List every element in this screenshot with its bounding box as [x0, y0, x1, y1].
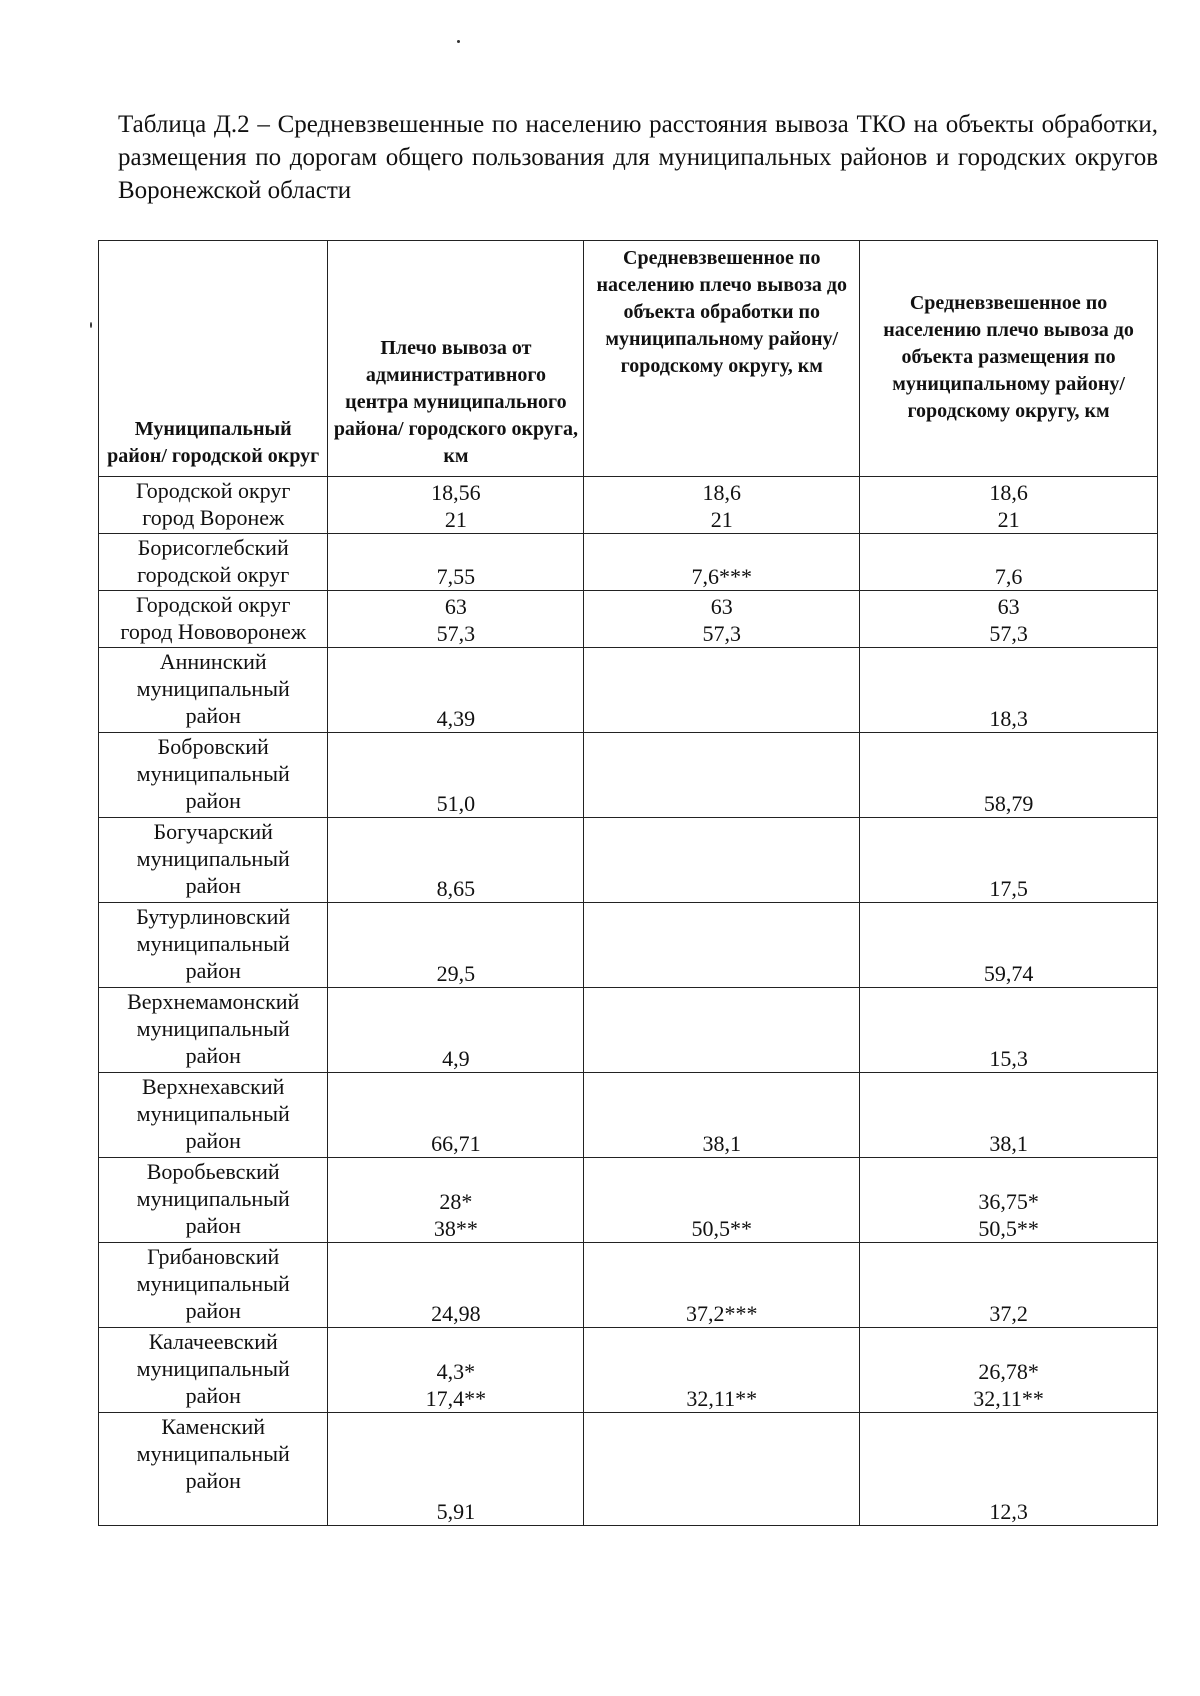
scan-speck — [457, 40, 460, 43]
table-row — [99, 477, 1158, 534]
municipality-name-line: Городской округ — [136, 478, 291, 503]
table-row — [99, 1413, 1158, 1526]
distance-value: 50,5** — [978, 1216, 1039, 1241]
distance-value: 66,71 — [431, 1131, 481, 1156]
table-row — [99, 1073, 1158, 1158]
disposal-distance-cell — [860, 648, 1158, 733]
distance-value: 32,11** — [686, 1386, 758, 1411]
municipality-name-line: Бутурлиновский — [136, 904, 291, 929]
header-admin-center-distance: Плечо вывоза от административного центра муниципального района/ городского округа, км — [328, 241, 584, 477]
distance-table — [98, 240, 1158, 1526]
municipality-name-cell — [99, 818, 328, 903]
distance-value: 12,3 — [989, 1499, 1028, 1524]
distance-value: 38,1 — [989, 1131, 1028, 1156]
distance-value: 4,9 — [442, 1046, 470, 1071]
municipality-name-cell — [99, 648, 328, 733]
municipality-name-line: муниципальный — [136, 1186, 290, 1211]
disposal-distance-cell — [860, 534, 1158, 591]
distance-value: 57,3 — [436, 621, 476, 646]
disposal-distance-cell — [860, 1328, 1158, 1413]
municipality-name-cell — [99, 591, 328, 648]
distance-value: 21 — [997, 507, 1020, 532]
table-row — [99, 1328, 1158, 1413]
distance-value: 7,6 — [994, 564, 1023, 589]
municipality-name-line: муниципальный — [136, 1101, 290, 1126]
distance-value: 4,39 — [436, 706, 476, 731]
distance-value: 36,75* — [978, 1189, 1039, 1214]
municipality-name-line: район — [185, 788, 241, 813]
municipality-name-line: Каменский — [161, 1414, 266, 1439]
municipality-name-line: муниципальный — [136, 1271, 290, 1296]
table-row — [99, 903, 1158, 988]
header-municipality: Муниципальный район/ городской округ — [99, 241, 328, 477]
municipality-name-line: район — [185, 1383, 241, 1408]
municipality-name-cell — [99, 477, 328, 534]
municipality-name-cell — [99, 1243, 328, 1328]
disposal-distance-cell — [860, 733, 1158, 818]
distance-value: 18,6 — [702, 480, 741, 505]
distance-value: 32,11** — [973, 1386, 1044, 1411]
distance-value: 17,5 — [989, 876, 1028, 901]
admin-center-distance-cell — [328, 648, 584, 733]
table-row — [99, 591, 1158, 648]
distance-value: 63 — [997, 594, 1020, 619]
disposal-distance-cell — [860, 903, 1158, 988]
table-row — [99, 648, 1158, 733]
municipality-name-line: муниципальный — [136, 931, 290, 956]
distance-value: 59,74 — [983, 961, 1034, 986]
disposal-distance-cell — [860, 988, 1158, 1073]
processing-distance-cell — [584, 733, 860, 818]
distance-value: 38** — [433, 1216, 478, 1241]
municipality-name-line: город Воронеж — [142, 505, 285, 530]
distance-value: 58,79 — [983, 791, 1034, 816]
processing-distance-cell — [584, 903, 860, 988]
distance-value: 7,6*** — [691, 564, 752, 589]
processing-distance-cell — [584, 1158, 860, 1243]
municipality-name-line: город Нововоронеж — [120, 619, 307, 644]
processing-distance-cell — [584, 648, 860, 733]
municipality-name-line: Верхнемамонский — [127, 989, 300, 1014]
distance-value: 63 — [710, 594, 733, 619]
processing-distance-cell — [584, 1413, 860, 1526]
distance-value: 63 — [444, 594, 467, 619]
municipality-name-line: Аннинский — [159, 649, 267, 674]
municipality-name-line: муниципальный — [136, 846, 290, 871]
distance-value: 5,91 — [436, 1499, 476, 1524]
municipality-name-line: муниципальный — [136, 761, 290, 786]
municipality-name-line: Верхнехавский — [142, 1074, 285, 1099]
disposal-distance-cell — [860, 1413, 1158, 1526]
processing-distance-cell — [584, 1243, 860, 1328]
municipality-name-line: муниципальный — [136, 1016, 290, 1041]
admin-center-distance-cell — [328, 1073, 584, 1158]
distance-value: 28* — [439, 1189, 473, 1214]
distance-value: 37,2 — [989, 1301, 1028, 1326]
admin-center-distance-cell — [328, 1243, 584, 1328]
admin-center-distance-cell — [328, 988, 584, 1073]
distance-value: 4,3* — [436, 1359, 476, 1384]
distance-value: 26,78* — [978, 1359, 1039, 1384]
admin-center-distance-cell — [328, 733, 584, 818]
municipality-name-line: Воробьевский — [146, 1159, 280, 1184]
municipality-name-cell — [99, 534, 328, 591]
municipality-name-line: район — [185, 703, 241, 728]
distance-value: 29,5 — [436, 961, 476, 986]
distance-value: 50,5** — [691, 1216, 752, 1241]
disposal-distance-cell — [860, 1243, 1158, 1328]
admin-center-distance-cell — [328, 591, 584, 648]
table-row — [99, 733, 1158, 818]
municipality-name-line: муниципальный — [136, 1441, 290, 1466]
municipality-name-cell — [99, 903, 328, 988]
disposal-distance-cell — [860, 591, 1158, 648]
municipality-name-line: район — [185, 958, 241, 983]
municipality-name-line: муниципальный — [136, 1356, 290, 1381]
admin-center-distance-cell — [328, 818, 584, 903]
distance-value: 7,55 — [436, 564, 476, 589]
municipality-name-line: район — [185, 1298, 241, 1323]
municipality-name-line: муниципальный — [136, 676, 290, 701]
header-processing-distance: Средневзвешенное по населению плечо вывоза до объекта обработки по муниципальному району/ городскому округу, км — [584, 241, 860, 477]
distance-value: 18,56 — [431, 480, 481, 505]
distance-value: 51,0 — [436, 791, 476, 816]
distance-value: 38,1 — [702, 1131, 741, 1156]
processing-distance-cell — [584, 534, 860, 591]
table-row — [99, 534, 1158, 591]
distance-value: 37,2*** — [686, 1301, 758, 1326]
distance-value: 21 — [710, 507, 733, 532]
municipality-name-line: городской округ — [137, 562, 290, 587]
distance-value: 57,3 — [702, 621, 741, 646]
header-disposal-distance: Средневзвешенное по населению плечо вывоза до объекта размещения по муниципальному району/ городскому округу, км — [860, 241, 1158, 477]
admin-center-distance-cell — [328, 1328, 584, 1413]
processing-distance-cell — [584, 591, 860, 648]
disposal-distance-cell — [860, 1073, 1158, 1158]
municipality-name-cell — [99, 1158, 328, 1243]
admin-center-distance-cell — [328, 1158, 584, 1243]
scan-speck — [90, 322, 92, 328]
municipality-name-line: Борисоглебский — [137, 535, 289, 560]
admin-center-distance-cell — [328, 534, 584, 591]
processing-distance-cell — [584, 477, 860, 534]
processing-distance-cell — [584, 988, 860, 1073]
distance-value: 24,98 — [431, 1301, 481, 1326]
distance-value: 21 — [444, 507, 467, 532]
distance-value: 8,65 — [436, 876, 476, 901]
municipality-name-line: Бобровский — [157, 734, 269, 759]
processing-distance-cell — [584, 1073, 860, 1158]
admin-center-distance-cell — [328, 903, 584, 988]
disposal-distance-cell — [860, 477, 1158, 534]
table-body — [99, 477, 1158, 1526]
municipality-name-cell — [99, 988, 328, 1073]
distance-value: 17,4** — [425, 1386, 487, 1411]
municipality-name-line: район — [185, 1043, 241, 1068]
table-caption: Таблица Д.2 – Средневзвешенные по населению расстояния вывоза ТКО на объекты обработки, размещения по дорогам общего пользования для муниципальных районов и городских округов Воронежской области — [118, 111, 1158, 204]
distance-value: 57,3 — [989, 621, 1028, 646]
disposal-distance-cell — [860, 1158, 1158, 1243]
table-row — [99, 818, 1158, 903]
table-row — [99, 1158, 1158, 1243]
municipality-name-line: район — [185, 1213, 241, 1238]
municipality-name-line: Богучарский — [153, 819, 273, 844]
distance-value: 18,3 — [989, 706, 1028, 731]
municipality-name-line: Калачеевский — [148, 1329, 278, 1354]
admin-center-distance-cell — [328, 477, 584, 534]
admin-center-distance-cell — [328, 1413, 584, 1526]
municipality-name-cell — [99, 1413, 328, 1526]
municipality-name-cell — [99, 733, 328, 818]
municipality-name-cell — [99, 1073, 328, 1158]
municipality-name-line: район — [185, 1128, 241, 1153]
table-row — [99, 988, 1158, 1073]
processing-distance-cell — [584, 818, 860, 903]
distance-value: 15,3 — [989, 1046, 1028, 1071]
processing-distance-cell — [584, 1328, 860, 1413]
distance-value: 18,6 — [989, 480, 1028, 505]
table-row — [99, 1243, 1158, 1328]
municipality-name-line: район — [185, 873, 241, 898]
municipality-name-cell — [99, 1328, 328, 1413]
disposal-distance-cell — [860, 818, 1158, 903]
municipality-name-line: Городской округ — [136, 592, 291, 617]
municipality-name-line: район — [185, 1468, 241, 1493]
municipality-name-line: Грибановский — [147, 1244, 280, 1269]
